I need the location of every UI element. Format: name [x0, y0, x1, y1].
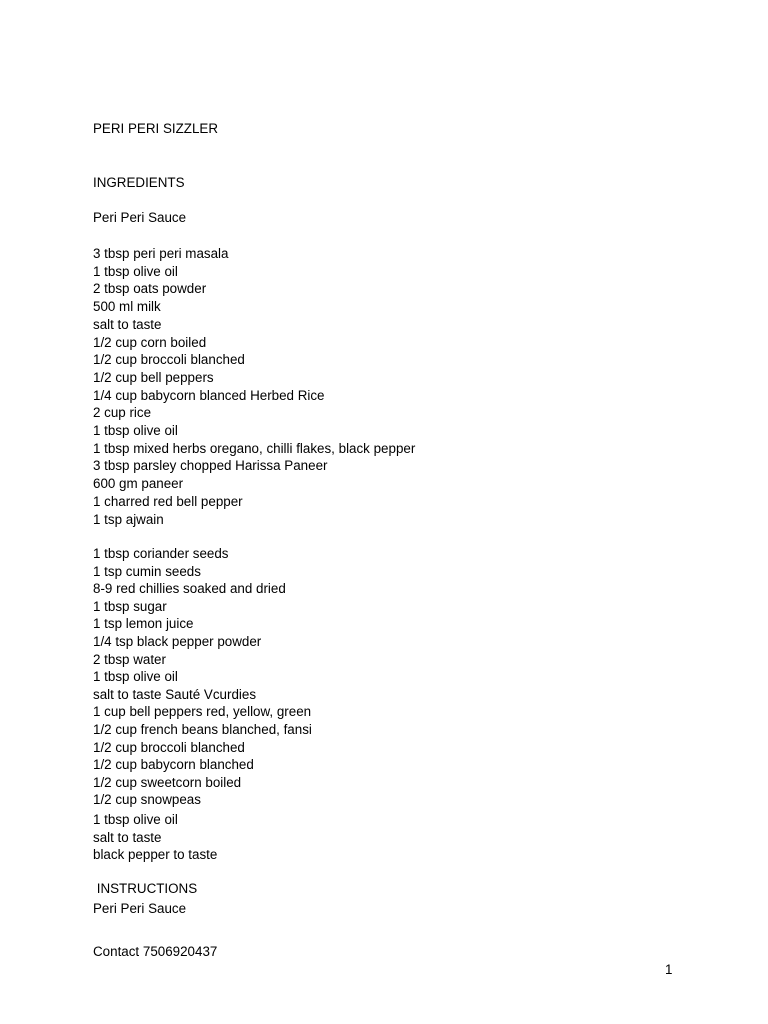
ingredient-line: 1/4 cup babycorn blanced Herbed Rice [93, 387, 325, 403]
sauce-heading: Peri Peri Sauce [93, 210, 187, 225]
ingredient-line: 1/2 cup broccoli blanched [93, 739, 245, 755]
ingredient-line: 1 tbsp olive oil [93, 812, 178, 827]
ingredient-line: 2 tbsp oats powder [93, 281, 207, 297]
ingredient-line: 1/2 cup babycorn blanched [93, 757, 254, 773]
ingredients-heading: INGREDIENTS [93, 175, 185, 190]
instructions-heading: INSTRUCTIONS [93, 881, 198, 896]
ingredient-line: 3 tbsp parsley chopped Harissa Paneer [93, 458, 328, 474]
ingredient-line: 1 tsp cumin seeds [93, 563, 201, 579]
ingredient-line: 1 tsp ajwain [93, 511, 164, 527]
ingredient-line: 1 tbsp olive oil [93, 423, 178, 438]
ingredient-line: 1 tbsp mixed herbs oregano, chilli flakes, black pepper [93, 440, 416, 456]
ingredient-line: 1 charred red bell pepper [93, 493, 243, 509]
ingredient-line: 1/2 cup bell peppers [93, 369, 214, 385]
ingredient-line: 1/2 cup corn boiled [93, 334, 207, 350]
document-title: PERI PERI SIZZLER [93, 121, 219, 136]
ingredient-line: 1 cup bell peppers red, yellow, green [93, 704, 312, 720]
ingredient-line: salt to taste Sauté Vcurdies [93, 686, 257, 702]
ingredient-line: salt to taste [93, 316, 162, 332]
ingredient-line: 1/2 cup snowpeas [93, 792, 201, 808]
instructions-subheading: Peri Peri Sauce [93, 901, 187, 916]
ingredient-line: 600 gm paneer [93, 476, 184, 492]
ingredient-line: 1 tbsp coriander seeds [93, 546, 229, 561]
ingredient-line: 1/4 tsp black pepper powder [93, 634, 262, 649]
ingredient-line: 1/2 cup french beans blanched, fansi [93, 722, 312, 737]
ingredient-line: 2 cup rice [93, 405, 152, 421]
ingredient-line: black pepper to taste [93, 847, 218, 863]
ingredient-line: 8-9 red chillies soaked and dried [93, 581, 286, 597]
ingredient-line: 1 tbsp sugar [93, 598, 167, 614]
ingredient-line: 1/2 cup broccoli blanched [93, 352, 245, 368]
ingredient-line: 1 tsp lemon juice [93, 616, 194, 632]
ingredient-line: 2 tbsp water [93, 651, 166, 667]
ingredient-line: 1/2 cup sweetcorn boiled [93, 774, 242, 790]
ingredient-line: 1 tbsp olive oil [93, 263, 178, 279]
ingredient-line: 1 tbsp olive oil [93, 669, 178, 685]
contact-line: Contact 7506920437 [93, 944, 218, 959]
page-number: 1 [665, 962, 673, 977]
ingredient-line: salt to taste [93, 829, 162, 845]
ingredient-line: 500 ml milk [93, 299, 161, 315]
ingredient-line: 3 tbsp peri peri masala [93, 246, 229, 261]
